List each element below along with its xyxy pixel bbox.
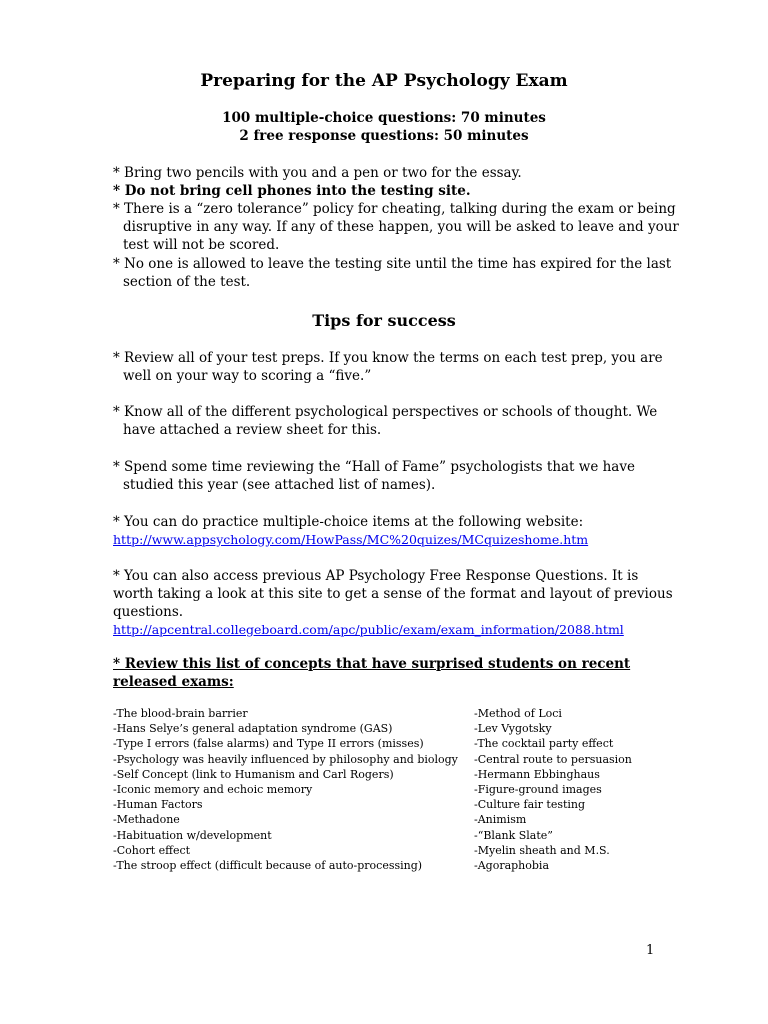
tip-free-response: * You can also access previous AP Psychology Free Response Questions. It is worth taking a look at this site to get a sense of the format and layout of previous questions.	[113, 568, 673, 620]
rule-pencils: * Bring two pencils with you and a pen or two for the essay.	[113, 165, 522, 181]
tip-perspectives: * Know all of the different psychological perspectives or schools of thought. We have attached a review sheet for this.	[113, 404, 658, 438]
list-item: -The cocktail party effect	[474, 737, 614, 751]
concepts-heading: * Review this list of concepts that have surprised students on recent released exams:	[113, 656, 631, 690]
list-item: -Iconic memory and echoic memory	[113, 783, 313, 797]
page-number: 1	[646, 943, 655, 958]
exam-format-mc: 100 multiple-choice questions: 70 minutes	[222, 110, 546, 126]
exam-format-frq: 2 free response questions: 50 minutes	[239, 128, 529, 144]
list-item: -Figure-ground images	[474, 783, 602, 797]
tip-practice-mc: * You can do practice multiple-choice items at the following website:	[113, 514, 584, 530]
list-item: -Central route to persuasion	[474, 752, 632, 766]
list-item: -Cohort effect	[113, 843, 191, 857]
practice-mc-link[interactable]: http://www.appsychology.com/HowPass/MC%20quizes/MCquizeshome.htm	[113, 532, 589, 547]
list-item: -Hans Selye’s general adaptation syndrome (GAS)	[113, 722, 393, 736]
tips-heading: Tips for success	[312, 311, 456, 330]
list-item: -Myelin sheath and M.S.	[474, 843, 610, 857]
tip-hall-of-fame: * Spend some time reviewing the “Hall of Fame” psychologists that we have studied this year (see attached list of names).	[113, 459, 635, 493]
list-item: -“Blank Slate”	[474, 828, 553, 842]
free-response-link[interactable]: http://apcentral.collegeboard.com/apc/public/exam/exam_information/2088.html	[113, 622, 624, 637]
list-item: -Culture fair testing	[474, 798, 586, 812]
page-title: Preparing for the AP Psychology Exam	[200, 71, 568, 91]
list-item: -Method of Loci	[474, 707, 562, 720]
concepts-left-list	[113, 706, 458, 873]
list-item: -Human Factors	[113, 798, 203, 812]
list-item: -Hermann Ebbinghaus	[474, 767, 600, 781]
list-item: -Animism	[474, 813, 527, 827]
list-item: -Habituation w/development	[113, 828, 272, 842]
list-item: -Methadone	[113, 813, 180, 827]
list-item: -Lev Vygotsky	[474, 722, 552, 736]
list-item: -Agoraphobia	[474, 859, 550, 873]
rule-zero-tolerance: * There is a “zero tolerance” policy for cheating, talking during the exam or being disruptive in any way. If any of these happen, you will be asked to leave and your test will not be scored.	[113, 201, 679, 253]
list-item: -Psychology was heavily influenced by philosophy and biology	[113, 752, 458, 766]
list-item: -The blood-brain barrier	[113, 707, 248, 720]
rule-cell-phones: * Do not bring cell phones into the testing site.	[113, 183, 471, 199]
list-item: -The stroop effect (difficult because of auto-processing)	[113, 859, 423, 873]
list-item: -Type I errors (false alarms) and Type II errors (misses)	[113, 737, 424, 751]
list-item: -Self Concept (link to Humanism and Carl Rogers)	[113, 767, 394, 781]
tip-test-preps: * Review all of your test preps. If you know the terms on each test prep, you are well on your way to scoring a “five.”	[113, 350, 663, 384]
concepts-right-list	[474, 706, 632, 873]
rule-no-leaving: * No one is allowed to leave the testing site until the time has expired for the last section of the test.	[113, 256, 672, 290]
